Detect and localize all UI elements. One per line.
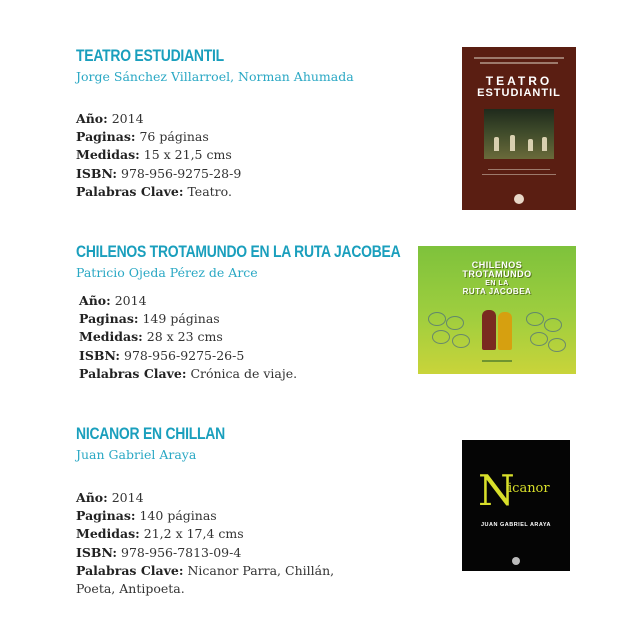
book-authors: Patricio Ojeda Pérez de Arce xyxy=(76,265,258,280)
book-authors: Jorge Sánchez Villarroel, Norman Ahumada xyxy=(76,69,354,84)
isbn-label: ISBN: xyxy=(76,544,118,560)
book-title: CHILENOS TROTAMUNDO EN LA RUTA JACOBEA xyxy=(76,242,401,261)
pages-row xyxy=(76,507,334,525)
keywords-label: Palabras Clave: xyxy=(76,562,184,578)
pages-row xyxy=(76,128,241,146)
cover-figure xyxy=(494,137,499,151)
year-label: Año: xyxy=(76,490,108,505)
keywords-value: Teatro. xyxy=(187,183,232,199)
isbn-value: 978-956-9275-26-5 xyxy=(124,347,245,363)
stamp-icon xyxy=(432,330,450,344)
pages-label: Paginas: xyxy=(76,129,136,145)
isbn-row xyxy=(76,544,334,562)
keywords-row-continued: Poeta, Antipoeta. xyxy=(76,581,185,597)
isbn-label: ISBN: xyxy=(79,347,121,363)
book-title: TEATRO ESTUDIANTIL xyxy=(76,46,224,65)
size-row xyxy=(76,146,241,164)
cover-photo xyxy=(484,109,554,159)
size-row xyxy=(79,328,297,346)
cover-author: JUAN GABRIEL ARAYA xyxy=(480,522,552,528)
stamp-icon xyxy=(452,334,470,348)
pages-value: 76 páginas xyxy=(139,129,209,145)
stamp-icon xyxy=(526,312,544,326)
isbn-value: 978-956-7813-09-4 xyxy=(121,544,242,560)
book-details xyxy=(76,110,241,201)
cover-title-line: CHILENOS xyxy=(471,260,523,270)
book-details xyxy=(76,489,334,598)
book-cover-image xyxy=(462,47,576,210)
cover-figure xyxy=(510,135,515,151)
pages-value: 140 páginas xyxy=(139,508,217,524)
cover-title-line: RUTA JACOBEA xyxy=(462,287,532,296)
pages-label: Paginas: xyxy=(76,508,136,524)
cover-title-rest: icanor xyxy=(508,481,550,496)
keywords-row xyxy=(76,183,241,201)
size-label: Medidas: xyxy=(76,147,140,163)
publisher-logo-icon xyxy=(512,557,520,565)
cover-title-line: EN LA xyxy=(485,280,509,287)
isbn-value: 978-956-9275-28-9 xyxy=(121,165,242,181)
cover-figure xyxy=(528,139,533,151)
pages-label: Paginas: xyxy=(79,311,139,327)
cover-title-line: ESTUDIANTIL xyxy=(477,87,561,99)
year-row xyxy=(76,489,334,507)
book-details xyxy=(79,292,297,383)
cover-big-letter: N xyxy=(478,466,515,515)
isbn-row xyxy=(79,347,297,365)
cover-figure xyxy=(542,137,547,151)
stamp-icon xyxy=(544,318,562,332)
cover-publisher-line xyxy=(482,360,512,362)
pages-row xyxy=(79,310,297,328)
keywords-label: Palabras Clave: xyxy=(76,183,184,199)
year-row xyxy=(76,110,241,128)
cover-title-line: TEATRO xyxy=(485,74,553,88)
stamp-icon xyxy=(446,316,464,330)
keywords-row xyxy=(79,365,297,383)
cover-author-line xyxy=(480,62,558,64)
cover-credit-line xyxy=(488,169,550,170)
keywords-value: Crónica de viaje. xyxy=(190,365,298,381)
size-value: 15 x 21,5 cms xyxy=(143,147,232,163)
pilgrim-figure-icon xyxy=(482,310,496,350)
stamp-icon xyxy=(530,332,548,346)
pages-value: 149 páginas xyxy=(142,311,220,327)
year-value: 2014 xyxy=(111,111,144,126)
publisher-logo-icon xyxy=(514,194,524,204)
book-title: NICANOR EN CHILLAN xyxy=(76,424,225,443)
cover-title-line: TROTAMUNDO xyxy=(462,269,532,279)
size-row xyxy=(76,525,334,543)
book-cover-image xyxy=(462,440,570,571)
year-value: 2014 xyxy=(114,293,147,308)
keywords-value: Nicanor Parra, Chillán, xyxy=(187,562,335,578)
size-value: 28 x 23 cms xyxy=(146,329,223,345)
stamp-icon xyxy=(428,312,446,326)
keywords-row xyxy=(76,562,334,580)
isbn-row xyxy=(76,165,241,183)
size-label: Medidas: xyxy=(76,526,140,542)
cover-credit-line xyxy=(482,174,556,175)
year-value: 2014 xyxy=(111,490,144,505)
isbn-label: ISBN: xyxy=(76,165,118,181)
size-value: 21,2 x 17,4 cms xyxy=(143,526,244,542)
pilgrim-figure-icon xyxy=(498,312,512,350)
cover-author-line xyxy=(474,57,564,59)
stamp-icon xyxy=(548,338,566,352)
keywords-label: Palabras Clave: xyxy=(79,365,187,381)
year-label: Año: xyxy=(76,111,108,126)
book-cover-image xyxy=(418,246,576,374)
book-authors: Juan Gabriel Araya xyxy=(76,447,197,462)
year-row xyxy=(79,292,297,310)
size-label: Medidas: xyxy=(79,329,143,345)
year-label: Año: xyxy=(79,293,111,308)
